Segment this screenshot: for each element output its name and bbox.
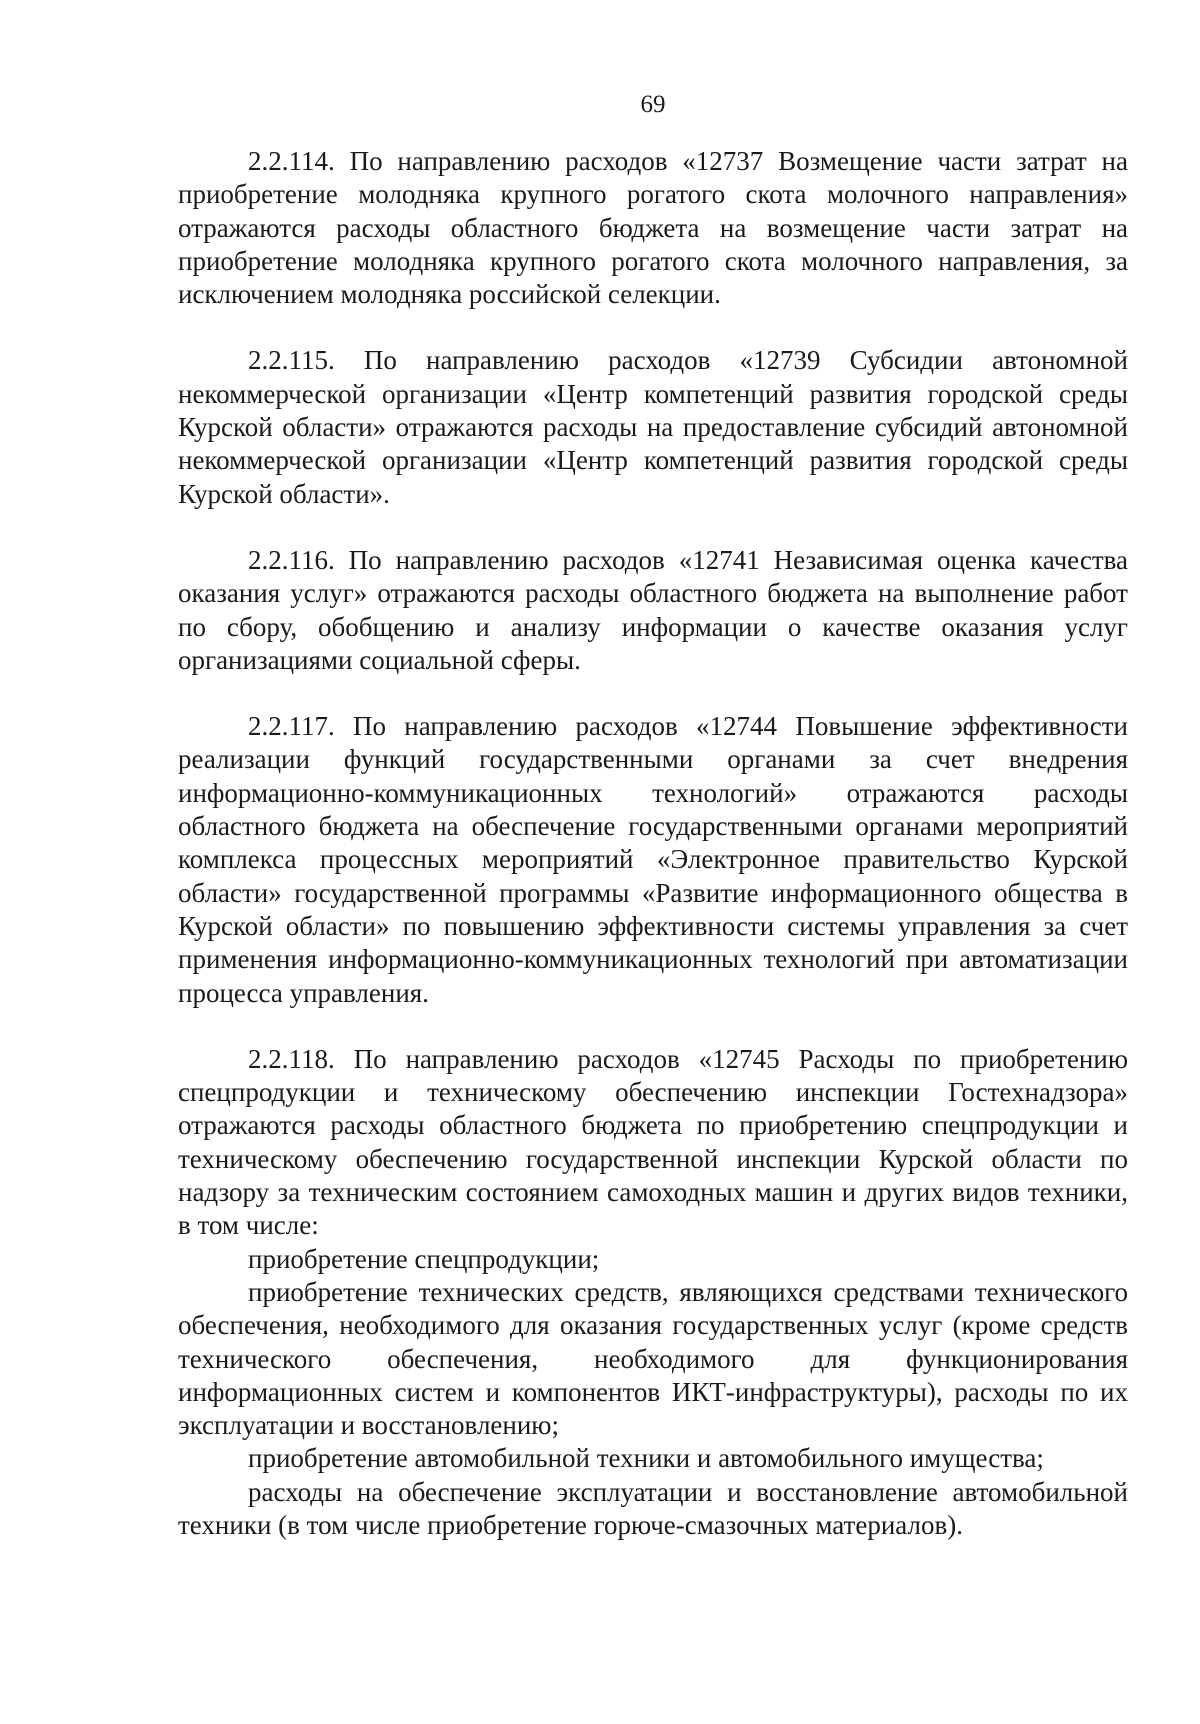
page-number: 69 <box>640 91 666 118</box>
list-item: приобретение автомобильной техники и автомобильного имущества; <box>248 1443 1044 1474</box>
document-body <box>178 145 1128 1542</box>
list-item: расходы на обеспечение эксплуатации и восстановление автомобильной техники (в том числе приобретение горюче-смазочных материалов). <box>178 1476 1128 1540</box>
paragraph: 2.2.118. По направлению расходов «12745 Расходы по приобретению спецпродукции и техническому обеспечению инспекции Гостехнадзора» отражаются расходы областного бюджета по приобретению спецпродукции и техническому обеспечению государственной инспекции Курской области по надзору за техническим состоянием самоходных машин и других видов техники, в том числе: <box>178 1043 1128 1241</box>
paragraph: 2.2.117. По направлению расходов «12744 Повышение эффективности реализации функций государственными органами за счет внедрения информационно-коммуникационных технологий» отражаются расходы областного бюджета на обеспечение государственными органами мероприятий комплекса процессных мероприятий «Электронное правительство Курской области» государственной программы «Развитие информационного общества в Курской области» по повышению эффективности системы управления за счет применения информационно-коммуникационных технологий при автоматизации процесса управления. <box>178 711 1128 1008</box>
section-2-2-114 <box>178 145 1128 311</box>
paragraph: 2.2.114. По направлению расходов «12737 Возмещение части затрат на приобретение молодняка крупного рогатого скота молочного направления» отражаются расходы областного бюджета на возмещение части затрат на приобретение молодняка крупного рогатого скота молочного направления, за исключением молодняка российской селекции. <box>178 146 1128 310</box>
section-2-2-115 <box>178 344 1128 510</box>
section-2-2-116 <box>178 544 1128 677</box>
document-page <box>178 0 1128 1724</box>
list-item: приобретение технических средств, являющихся средствами технического обеспечения, необходимого для оказания государственных услуг (кроме средств технического обеспечения, необходимого для функционирования информационных систем и компонентов ИКТ-инфраструктуры), расходы по их эксплуатации и восстановлению; <box>178 1276 1128 1441</box>
section-2-2-118 <box>178 1043 1128 1542</box>
section-2-2-117 <box>178 710 1128 1010</box>
list-item: приобретение спецпродукции; <box>248 1243 600 1274</box>
paragraph: 2.2.116. По направлению расходов «12741 Независимая оценка качества оказания услуг» отражаются расходы областного бюджета на выполнение работ по сбору, обобщению и анализу информации о качестве оказания услуг организациями социальной сферы. <box>178 544 1128 675</box>
paragraph: 2.2.115. По направлению расходов «12739 Субсидии автономной некоммерческой организации «Центр компетенций развития городской среды Курской области» отражаются расходы на предоставление субсидий автономной некоммерческой организации «Центр компетенций развития городской среды Курской области». <box>178 345 1128 509</box>
